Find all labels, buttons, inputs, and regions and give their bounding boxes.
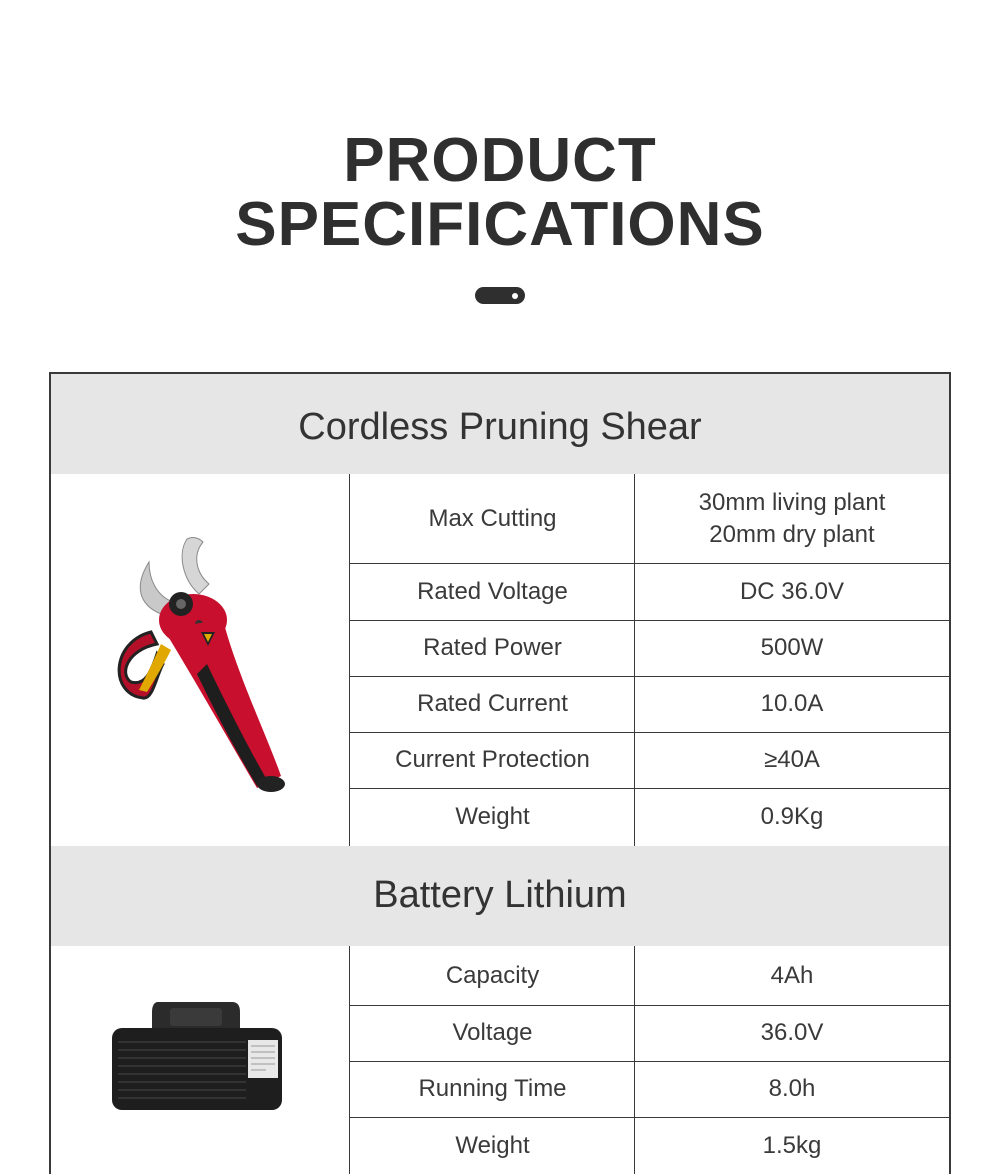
pruning-shear-image [91,524,331,814]
page-title-line2: SPECIFICATIONS [235,190,765,259]
spec-value: 36.0V [634,1005,949,1062]
title-divider-dot [512,293,518,299]
battery-image [106,994,286,1114]
spec-value-line: 20mm dry plant [709,520,875,548]
spec-label: Voltage [349,1005,635,1062]
section-header-pruning-shear: Cordless Pruning Shear [51,374,949,474]
spec-label: Rated Voltage [349,563,635,621]
spec-label: Capacity [349,946,635,1006]
spec-value: 0.9Kg [634,788,949,846]
spec-value [634,474,949,564]
spec-value: ≥40A [634,732,949,789]
spec-label: Rated Power [349,620,635,677]
section-title: Battery Lithium [373,874,627,916]
spec-label: Weight [349,1117,635,1174]
spec-value: 4Ah [634,946,949,1006]
spec-table [49,372,951,1174]
spec-label: Rated Current [349,676,635,733]
section-header-battery [51,846,949,946]
spec-value: 10.0A [634,676,949,733]
spec-label: Running Time [349,1061,635,1118]
spec-label: Weight [349,788,635,846]
spec-value: 8.0h [634,1061,949,1118]
spec-label: Current Protection [349,732,635,789]
spec-value: 1.5kg [634,1117,949,1174]
spec-value-line: 30mm living plant [698,488,886,516]
spec-label: Max Cutting [349,474,635,564]
page-title-line1: PRODUCT [343,126,657,195]
spec-value: 500W [634,620,949,677]
spec-value: DC 36.0V [634,563,949,621]
